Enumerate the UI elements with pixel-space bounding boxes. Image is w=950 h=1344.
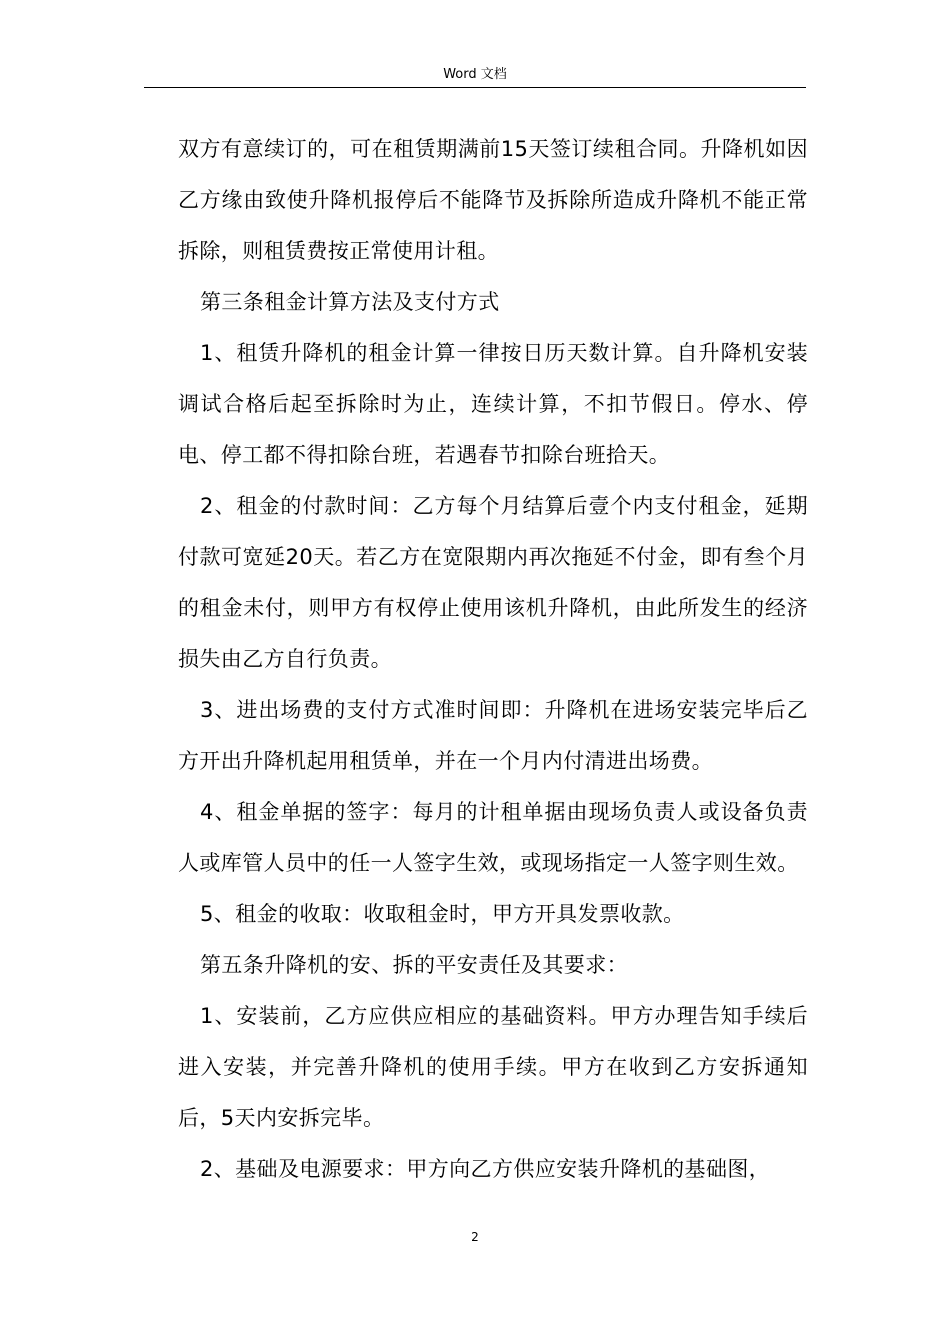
paragraph-8: 第五条升降机的安、拆的平安责任及其要求： — [200, 953, 628, 977]
paragraph-7: 5、租金的收取：收取租金时，甲方开具发票收款。 — [200, 902, 685, 926]
page-number: 2 — [471, 1230, 479, 1244]
paragraph-6: 4、租金单据的签字：每月的计租单据由现场负责人或设备负责人或库管人员中的任一人签字生效，或现场指定一人签字则生效。 — [178, 800, 808, 875]
page-header-label: Word 文档 — [443, 67, 507, 82]
paragraph-1: 双方有意续订的，可在租赁期满前15天签订续租合同。升降机如因乙方缘由致使升降机报停后不能降节及拆除所造成升降机不能正常拆除，则租赁费按正常使用计租。 — [178, 137, 808, 263]
paragraph-5: 3、进出场费的支付方式准时间即：升降机在进场安装完毕后乙方开出升降机起用租赁单，并在一个月内付清进出场费。 — [178, 698, 808, 773]
header-divider — [144, 87, 806, 88]
document-body — [178, 124, 808, 1195]
paragraph-3: 1、租赁升降机的租金计算一律按日历天数计算。自升降机安装调试合格后起至拆除时为止，连续计算，不扣节假日。停水、停电、停工都不得扣除台班，若遇春节扣除台班拾天。 — [178, 341, 808, 467]
paragraph-10: 2、基础及电源要求：甲方向乙方供应安装升降机的基础图， — [200, 1157, 771, 1181]
paragraph-4: 2、租金的付款时间：乙方每个月结算后壹个内支付租金，延期付款可宽延20天。若乙方在宽限期内再次拖延不付金，即有叁个月的租金未付，则甲方有权停止使用该机升降机，由此所发生的经济损失由乙方自行负责。 — [178, 494, 808, 671]
paragraph-9: 1、安装前，乙方应供应相应的基础资料。甲方办理告知手续后进入安装，并完善升降机的使用手续。甲方在收到乙方安拆通知后，5天内安拆完毕。 — [178, 1004, 808, 1130]
paragraph-2: 第三条租金计算方法及支付方式 — [200, 290, 500, 314]
